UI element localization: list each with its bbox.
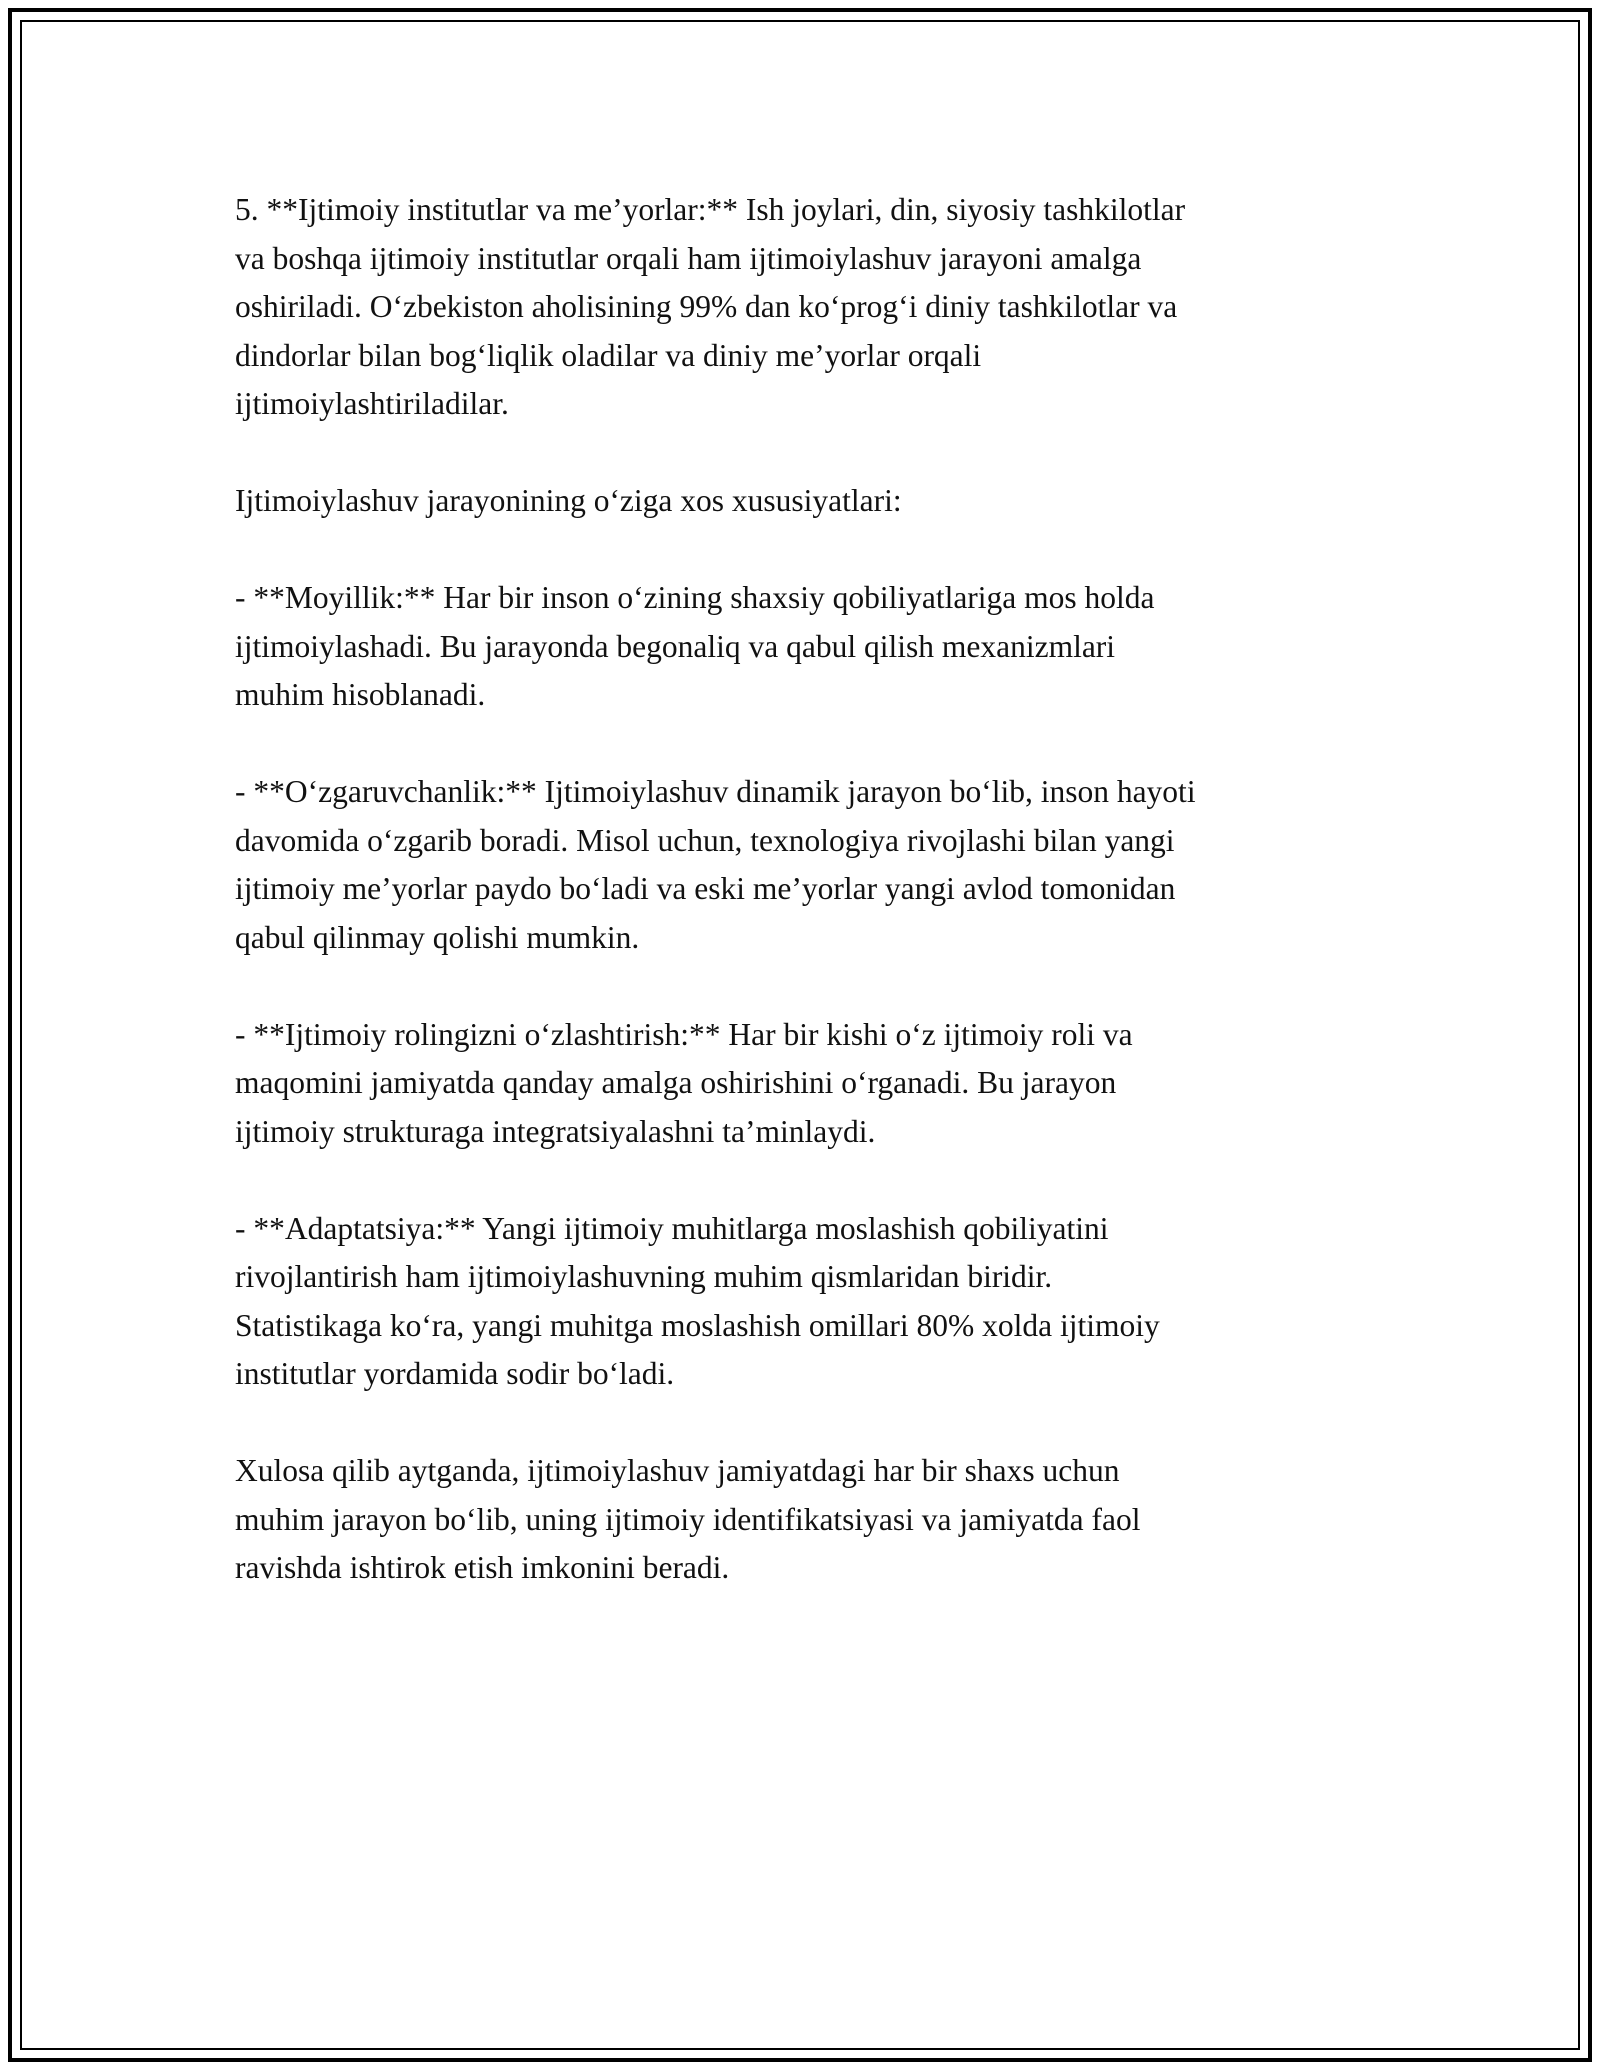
paragraph-ijtimoiy-rol — [235, 1011, 1385, 1157]
text-line: muhim jarayon bo‘lib, uning ijtimoiy identifikatsiyasi va jamiyatda faol — [235, 1501, 1141, 1537]
paragraph-moyillik — [235, 574, 1385, 720]
text-line: davomida o‘zgarib boradi. Misol uchun, texnologiya rivojlashi bilan yangi — [235, 822, 1175, 858]
paragraph-xulosa — [235, 1447, 1385, 1593]
text-line: ravishda ishtirok etish imkonini beradi. — [235, 1550, 730, 1585]
text-line: ijtimoiylashadi. Bu jarayonda begonaliq va qabul qilish mexanizmlari — [235, 628, 1116, 664]
text-line: - **Ijtimoiy rolingizni o‘zlashtirish:** Har bir kishi o‘z ijtimoiy roli va — [235, 1016, 1133, 1052]
text-line: dindorlar bilan bog‘liqlik oladilar va diniy me’yorlar orqali — [235, 337, 982, 373]
text-line: qabul qilinmay qolishi mumkin. — [235, 919, 640, 955]
paragraph-institutions — [235, 186, 1385, 429]
paragraph-ozgaruvchanlik — [235, 768, 1385, 962]
paragraph-features-heading — [235, 477, 1385, 526]
text-line: muhim hisoblanadi. — [235, 677, 486, 712]
text-line: ijtimoiy strukturaga integratsiyalashni ta’minlaydi. — [235, 1113, 876, 1149]
text-line: va boshqa ijtimoiy institutlar orqali ham ijtimoiylashuv jarayoni amalga — [235, 240, 1142, 276]
text-line: rivojlantirish ham ijtimoiylashuvning muhim qismlaridan biridir. — [235, 1259, 1053, 1294]
text-line: Statistikaga ko‘ra, yangi muhitga moslashish omillari 80% xolda ijtimoiy — [235, 1307, 1160, 1343]
document-body — [235, 186, 1385, 1641]
text-line: - **Adaptatsiya:** Yangi ijtimoiy muhitlarga moslashish qobiliyatini — [235, 1210, 1109, 1246]
text-line: - **Moyillik:** Har bir inson o‘zining shaxsiy qobiliyatlariga mos holda — [235, 580, 1155, 615]
text-line: Ijtimoiylashuv jarayonining o‘ziga xos xususiyatlari: — [235, 483, 902, 518]
text-line: ijtimoiy me’yorlar paydo bo‘ladi va eski me’yorlar yangi avlod tomonidan — [235, 871, 1176, 906]
text-line: - **O‘zgaruvchanlik:** Ijtimoiylashuv dinamik jarayon bo‘lib, inson hayoti — [235, 774, 1196, 809]
paragraph-adaptatsiya — [235, 1205, 1385, 1399]
text-line: ijtimoiylashtiriladilar. — [235, 386, 509, 421]
text-line: 5. **Ijtimoiy institutlar va me’yorlar:** Ish joylari, din, siyosiy tashkilotlar — [235, 192, 1186, 227]
text-line: maqomini jamiyatda qanday amalga oshirishini o‘rganadi. Bu jarayon — [235, 1065, 1117, 1100]
text-line: institutlar yordamida sodir bo‘ladi. — [235, 1356, 675, 1391]
text-line: Xulosa qilib aytganda, ijtimoiylashuv jamiyatdagi har bir shaxs uchun — [235, 1453, 1120, 1488]
text-line: oshiriladi. O‘zbekiston aholisining 99% dan ko‘prog‘i diniy tashkilotlar va — [235, 289, 1178, 324]
